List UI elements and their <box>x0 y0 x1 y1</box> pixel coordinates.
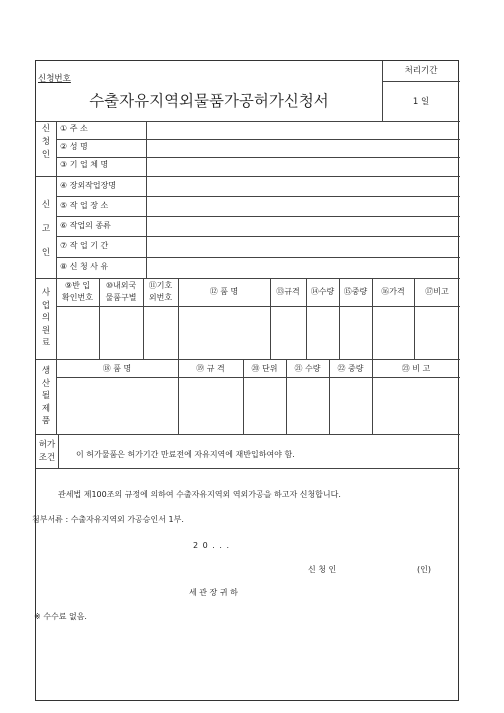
entry-confirmation-number-header: ⑨반 입 확인번호 <box>62 281 93 302</box>
permit-condition-text: 이 허가물품은 허가기간 만료전에 자유지역에 재반입하여야 함. <box>76 450 295 459</box>
material-name-header: ⑫ 품 명 <box>209 287 239 296</box>
reason-label: ⑧ 신 청 사 유 <box>60 262 109 271</box>
materials-section-label: 사 업 의 원 료 <box>41 288 51 348</box>
company-name-label: ③ 기 업 체 명 <box>60 160 109 169</box>
form-title: 수출자유지역외물품가공허가신청서 <box>89 92 329 110</box>
processing-period-value: 1 일 <box>412 97 430 107</box>
material-weight-header: ⑮중량 <box>343 287 368 296</box>
work-type-label: ⑥ 작업의 종류 <box>60 221 111 230</box>
symbol-number-header: ⑪기호 외번호 <box>148 281 173 302</box>
application-number-label: 신청번호 <box>38 74 71 84</box>
permit-condition-label: 허가 조건 <box>38 440 56 463</box>
product-remarks-header: ㉓ 비 고 <box>401 364 431 373</box>
reporter-section-label: 신 고 인 <box>41 200 51 258</box>
product-weight-header: ㉒ 중량 <box>337 364 364 373</box>
attachment-note: 첨부서류 : 수출자유지역외 가공승인서 1부. <box>32 515 184 524</box>
application-statement: 관세법 제100조의 규정에 의하여 수출자유지역외 역외가공을 하고자 신청합니다. <box>58 490 341 499</box>
processing-period-label: 처리기간 <box>404 66 438 76</box>
material-remarks-header: ⑰비고 <box>425 287 449 296</box>
product-unit-header: ⑳ 단위 <box>251 364 278 373</box>
product-spec-header: ⑲ 규 격 <box>196 364 225 373</box>
application-date: 2 0 . . . <box>193 541 230 550</box>
application-form <box>32 60 459 701</box>
product-quantity-header: ㉑ 수량 <box>294 364 321 373</box>
addressee: 세 관 장 귀 하 <box>189 588 238 597</box>
seal-mark: (인) <box>417 565 431 574</box>
address-label: ① 주 소 <box>60 124 88 133</box>
work-location-label: ⑤ 작 업 장 소 <box>60 201 109 210</box>
material-quantity-header: ⑭수량 <box>310 287 335 296</box>
product-name-header: ⑱ 품 명 <box>102 364 132 373</box>
workshop-name-label: ④ 장외작업장명 <box>60 181 117 190</box>
fee-note: ※ 수수료 없음. <box>34 612 87 621</box>
products-section-label: 생 산 될 제 품 <box>41 366 51 426</box>
goods-classification-header: ⑩내외국 물품구별 <box>105 281 137 302</box>
name-label: ② 성 명 <box>60 142 88 151</box>
work-period-label: ⑦ 작 업 기 간 <box>60 241 109 250</box>
applicant-signature-label: 신 청 인 <box>308 565 337 574</box>
material-price-header: ⑯가격 <box>381 287 405 296</box>
material-spec-header: ⑬규격 <box>276 287 300 296</box>
applicant-section-label: 신 청 인 <box>41 124 51 160</box>
